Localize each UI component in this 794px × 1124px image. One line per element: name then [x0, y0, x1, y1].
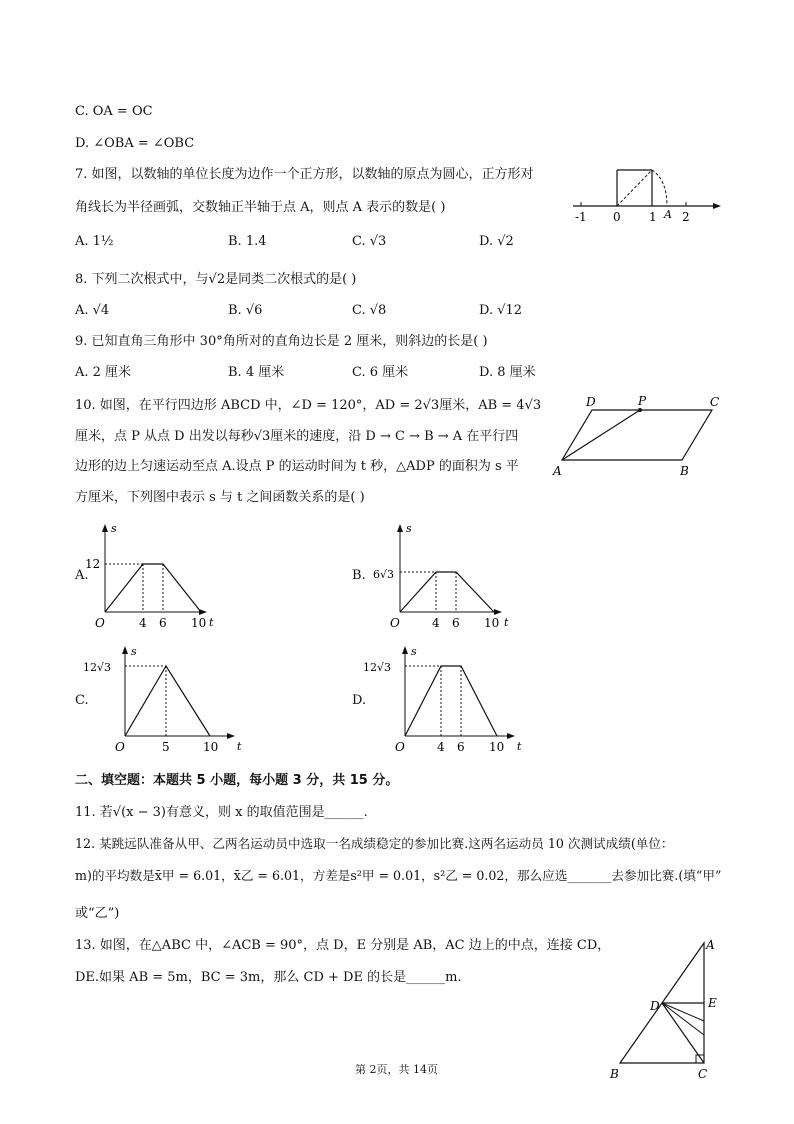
x-tick-6: 6: [452, 616, 460, 630]
q7-stem-line2: 角线长为半径画弧，交数轴正半轴于点 A，则点 A 表示的数是( ): [75, 200, 446, 215]
q10-stem-line1: 10. 如图，在平行四边形 ABCD 中，∠D = 120°，AD = 2√3厘米，AB = 4√3: [75, 398, 542, 413]
q8-stem: 8. 下列二次根式中，与√2是同类二次根式的是( ): [75, 272, 357, 287]
q8-option-b: B. √6: [228, 303, 263, 318]
q9-option-d: D. 8 厘米: [479, 365, 536, 380]
x-tick-10: 10: [203, 740, 219, 754]
q10-parallelogram-figure: [550, 392, 730, 484]
q7-number-line-figure: [565, 160, 725, 230]
q7-tick-0: 0: [613, 210, 621, 224]
q8-option-c: C. √8: [352, 303, 387, 318]
q6-option-d: D. ∠OBA = ∠OBC: [75, 136, 195, 151]
q13-stem-line1: 13. 如图，在△ABC 中，∠ACB = 90°，点 D，E 分别是 AB，AC 边上的中点，连接 CD，: [75, 938, 611, 953]
q10-label-p: P: [638, 394, 647, 408]
x-axis-label: t: [504, 616, 509, 629]
origin-label: O: [95, 616, 105, 630]
q11-stem: 11. 若√(x − 3)有意义，则 x 的取值范围是______.: [75, 805, 368, 820]
q13-label-d: D: [650, 999, 660, 1013]
q9-option-a: A. 2 厘米: [75, 365, 132, 380]
q13-stem-line2: DE.如果 AB = 5m，BC = 3m，那么 CD + DE 的长是______m.: [75, 970, 462, 985]
q10-label-a: A: [553, 464, 562, 478]
q8-option-a: A. √4: [75, 303, 110, 318]
y-value-label: 6√3: [373, 568, 395, 581]
origin-label: O: [395, 740, 405, 754]
q13-label-b: B: [610, 1067, 619, 1081]
y-value-label: 12√3: [363, 661, 392, 674]
q13-label-c: C: [698, 1067, 708, 1081]
q7-option-b: B. 1.4: [228, 234, 267, 249]
origin-label: O: [115, 740, 125, 754]
q7-option-c: C. √3: [352, 234, 387, 249]
x-tick-4: 4: [432, 616, 440, 630]
x-tick-6: 6: [457, 740, 465, 754]
x-axis-label: t: [209, 616, 214, 629]
x-tick-10: 10: [489, 740, 505, 754]
q10-graph-d: [363, 644, 525, 754]
q13-triangle-figure: [600, 935, 730, 1085]
q12-stem-line1: 12. 某跳远队准备从甲、乙两名运动员中选取一名成绩稳定的参加比赛.这两名运动员 10 次测试成绩(单位：: [75, 836, 674, 851]
x-tick-4: 4: [139, 616, 147, 630]
q10-graph-a-option: A.: [75, 568, 89, 583]
q10-stem-line3: 边形的边上匀速运动至点 A.设点 P 的运动时间为 t 秒，△ADP 的面积为 s 平: [75, 459, 519, 474]
y-axis-label: s: [411, 645, 417, 658]
q13-label-e: E: [708, 996, 717, 1010]
q7-point-a: A: [664, 208, 672, 221]
q7-option-a: A. 1½: [75, 234, 114, 249]
page-number-footer: 第 2页，共 14页: [355, 1063, 438, 1076]
q10-stem-line4: 方厘米，下列图中表示 s 与 t 之间函数关系的是( ): [75, 490, 365, 505]
y-axis-label: s: [131, 645, 137, 658]
x-axis-label: t: [517, 740, 522, 753]
q7-tick-2: 2: [682, 210, 690, 224]
origin-label: O: [390, 616, 400, 630]
q10-graph-b: [373, 520, 510, 630]
q7-tick-neg1: -1: [575, 210, 587, 224]
q12-stem-line2: m)的平均数是x̄甲 = 6.01，x̄乙 = 6.01，方差是s²甲 = 0.01，s²乙 = 0.02，那么应选_______去参加比赛.(填“甲”: [75, 868, 722, 883]
q10-graph-b-option: B.: [352, 568, 366, 583]
q10-label-c: C: [710, 395, 720, 409]
q9-stem: 9. 已知直角三角形中 30°角所对的直角边长是 2 厘米，则斜边的长是( ): [75, 334, 488, 349]
q10-graph-d-option: D.: [352, 693, 367, 708]
y-axis-label: s: [406, 522, 412, 535]
q10-graph-c-option: C.: [75, 693, 89, 708]
q10-graph-c: [83, 644, 245, 754]
q12-stem-line3: 或“乙”): [75, 906, 120, 921]
x-tick-5: 5: [162, 740, 170, 754]
q7-tick-1: 1: [649, 210, 657, 224]
q6-option-c: C. OA = OC: [75, 104, 153, 119]
q10-stem-line2: 厘米，点 P 从点 D 出发以每秒√3厘米的速度，沿 D → C → B → A 在平行四: [75, 429, 519, 444]
y-axis-label: s: [111, 522, 117, 535]
q8-option-d: D. √12: [479, 303, 523, 318]
x-tick-10: 10: [191, 616, 207, 630]
x-tick-6: 6: [159, 616, 167, 630]
q9-option-c: C. 6 厘米: [352, 365, 409, 380]
q9-option-b: B. 4 厘米: [228, 365, 285, 380]
x-axis-label: t: [237, 740, 242, 753]
q7-option-d: D. √2: [479, 234, 514, 249]
x-tick-4: 4: [437, 740, 445, 754]
section-title-fill-in: 二、填空题：本题共 5 小题，每小题 3 分，共 15 分。: [75, 773, 399, 788]
x-tick-10: 10: [484, 616, 500, 630]
y-value-label: 12: [85, 557, 101, 571]
q7-stem-line1: 7. 如图，以数轴的单位长度为边作一个正方形，以数轴的原点为圆心，正方形对: [75, 167, 534, 182]
q10-label-b: B: [680, 464, 689, 478]
q13-label-a: A: [706, 938, 715, 952]
q10-label-d: D: [586, 395, 596, 409]
q10-graph-a: [85, 520, 215, 630]
y-value-label: 12√3: [83, 661, 112, 674]
